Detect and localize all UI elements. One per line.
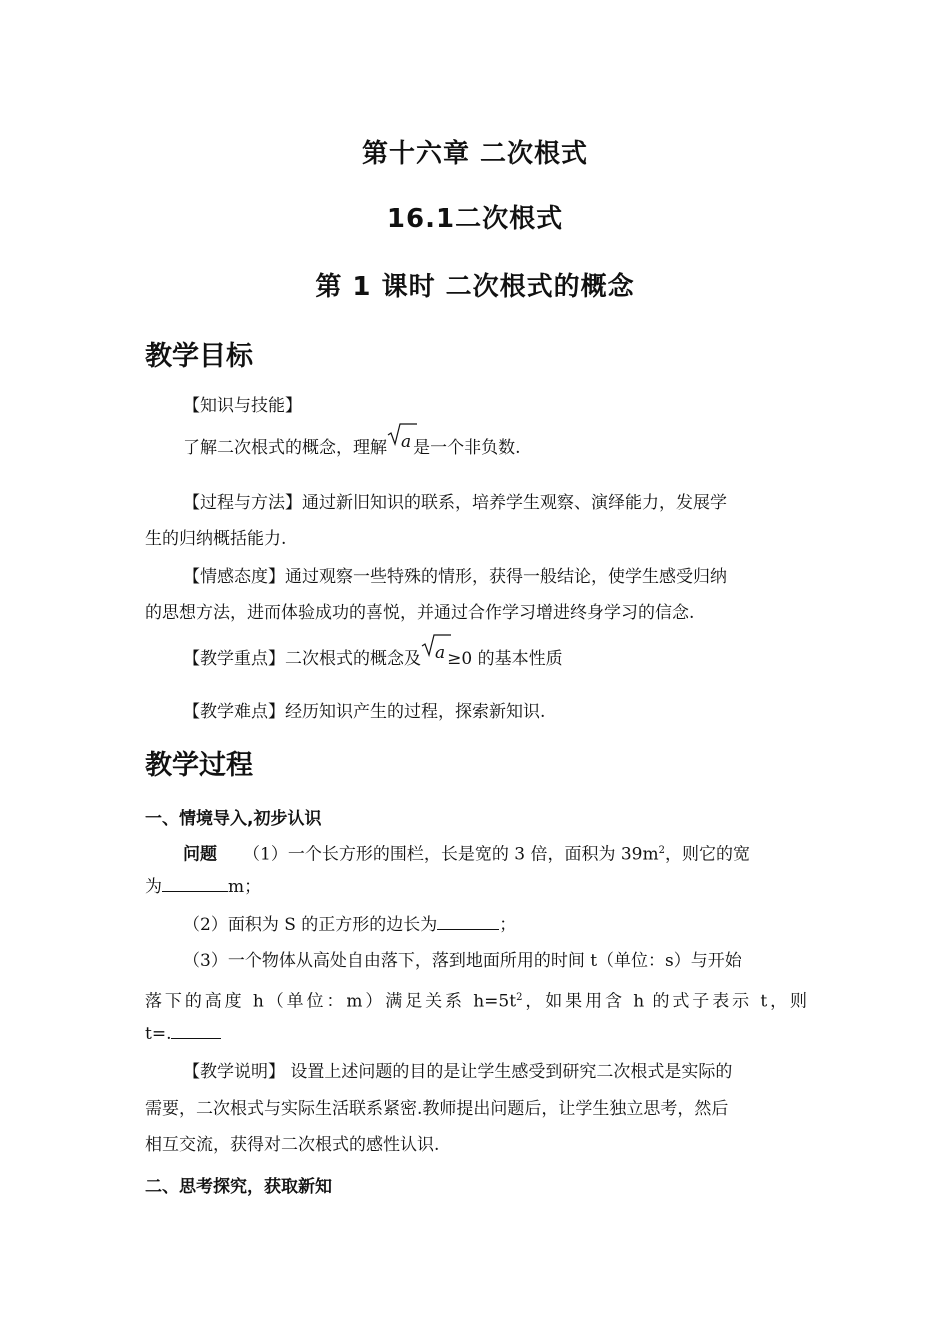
note-line-2: 需要，二次根式与实际生活联系紧密.教师提出问题后，让学生独立思考，然后 bbox=[145, 1099, 729, 1119]
question-3-line-2 bbox=[145, 980, 807, 1020]
part2-title: 二、思考探究，获取新知 bbox=[145, 1177, 332, 1197]
sqrt-a-symbol-2 bbox=[421, 635, 447, 671]
emotion-line-2: 的思想方法，进而体验成功的喜悦，并通过合作学习增进终身学习的信念. bbox=[145, 603, 695, 623]
answer-blank-1[interactable] bbox=[162, 873, 228, 892]
process-line-2: 生的归纳概括能力. bbox=[145, 529, 287, 549]
question-1-a: （1）一个长方形的围栏，长是宽的 3 倍，面积为 39m bbox=[243, 844, 659, 865]
answer-blank-3[interactable] bbox=[171, 1020, 221, 1039]
question-3-line-1: （3）一个物体从高处自由落下，落到地面所用的时间 t（单位：s）与开始 bbox=[183, 951, 742, 971]
knowledge-text-a: 了解二次根式的概念，理解 bbox=[183, 438, 387, 458]
key-point bbox=[145, 641, 845, 677]
knowledge-text bbox=[145, 430, 845, 466]
sqrt-a-variable: a bbox=[401, 432, 412, 452]
note-line-3: 相互交流，获得对二次根式的感性认识. bbox=[145, 1135, 440, 1155]
section-title: 16.1二次根式 bbox=[386, 204, 564, 234]
knowledge-label: 【知识与技能】 bbox=[183, 396, 302, 416]
q3-line2-b: ，如果用含 h 的式子表示 t，则 bbox=[522, 991, 807, 1012]
sqrt-a-variable-2: a bbox=[435, 643, 446, 663]
answer-blank-2[interactable] bbox=[437, 911, 499, 930]
key-point-a: 【教学重点】二次根式的概念及 bbox=[183, 649, 421, 669]
q3-superscript: 2 bbox=[516, 992, 523, 1003]
question-1-b: ，则它的宽 bbox=[664, 844, 750, 865]
question-1-line-2 bbox=[145, 869, 807, 905]
q3-line3: t=. bbox=[145, 1024, 172, 1044]
emotion-line-1: 【情感态度】通过观察一些特殊的情形，获得一般结论，使学生感受归纳 bbox=[183, 567, 727, 587]
lesson-title: 第 1 课时 二次根式的概念 bbox=[315, 272, 635, 302]
question-2 bbox=[145, 907, 845, 943]
teaching-process-heading: 教学过程 bbox=[145, 750, 253, 781]
q1-line2-b: m； bbox=[228, 877, 262, 897]
knowledge-text-b: 是一个非负数. bbox=[413, 438, 521, 458]
question-3-line-3 bbox=[145, 1016, 807, 1052]
q1-superscript: 2 bbox=[658, 845, 665, 856]
question-2-b: ； bbox=[499, 915, 517, 935]
note-line-1: 【教学说明】 设置上述问题的目的是让学生感受到研究二次根式是实际的 bbox=[183, 1062, 733, 1082]
q3-line2-a: 落下的高度 h（单位：m）满足关系 h=5t bbox=[145, 991, 517, 1012]
key-point-b: ≥0 的基本性质 bbox=[447, 649, 563, 669]
q1-line2-a: 为 bbox=[145, 877, 162, 897]
difficulty: 【教学难点】经历知识产生的过程，探索新知识. bbox=[183, 702, 546, 722]
teaching-goals-heading: 教学目标 bbox=[145, 341, 253, 372]
chapter-title: 第十六章 二次根式 bbox=[361, 139, 589, 169]
question-2-a: （2）面积为 S 的正方形的边长为 bbox=[183, 915, 438, 935]
part1-title: 一、情境导入,初步认识 bbox=[145, 809, 322, 829]
question-1 bbox=[145, 833, 845, 873]
process-line-1: 【过程与方法】通过新旧知识的联系，培养学生观察、演绎能力，发展学 bbox=[183, 493, 727, 513]
sqrt-a-symbol bbox=[387, 424, 413, 460]
question-label: 问题 bbox=[183, 844, 217, 865]
